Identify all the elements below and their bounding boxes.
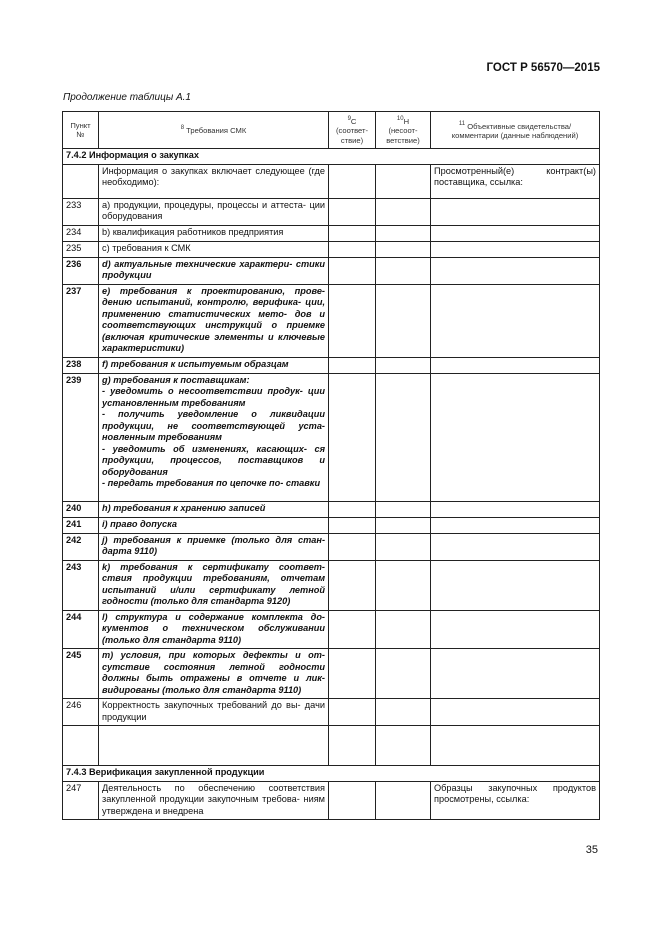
evidence-cell: Образцы закупочных продуктов просмотрены, ссылка: <box>431 781 600 820</box>
evidence-cell <box>431 373 600 501</box>
table-row <box>63 357 600 373</box>
evidence-cell <box>431 257 600 284</box>
clause-number: 239 <box>63 373 99 501</box>
conformity-cell <box>329 284 376 357</box>
nonconformity-cell <box>376 781 431 820</box>
requirement-text: h) требования к хранению записей <box>99 501 329 517</box>
evidence-cell <box>431 241 600 257</box>
table-row <box>63 284 600 357</box>
conformity-cell <box>329 241 376 257</box>
clause-number: 243 <box>63 560 99 610</box>
requirement-text: d) актуальные технические характери- стики продукции <box>99 257 329 284</box>
clause-number <box>63 726 99 766</box>
requirement-text: l) структура и содержание комплекта до- кументов о техническом обслуживании (только для стандарта 9110) <box>99 610 329 649</box>
table-row <box>63 501 600 517</box>
clause-number: 241 <box>63 517 99 533</box>
evidence-cell <box>431 699 600 726</box>
clause-number: 238 <box>63 357 99 373</box>
nonconformity-cell <box>376 501 431 517</box>
clause-number: 237 <box>63 284 99 357</box>
requirement-line: - уведомить об изменениях, касающих- ся продукции, процессов, поставщиков и оборудования <box>102 443 325 477</box>
evidence-cell <box>431 357 600 373</box>
evidence-cell <box>431 225 600 241</box>
clause-number: 233 <box>63 198 99 225</box>
clause-number: 245 <box>63 649 99 699</box>
requirement-line: - передать требования по цепочке по- ставки <box>102 478 321 488</box>
header-qms-requirements: $^8$ Требования СМК <box>99 112 329 149</box>
conformity-cell <box>329 164 376 198</box>
requirement-text: а) продукции, процедуры, процессы и аттеста- ции оборудования <box>99 198 329 225</box>
table-row <box>63 699 600 726</box>
table-row <box>63 781 600 820</box>
nonconformity-cell <box>376 610 431 649</box>
clause-number: 235 <box>63 241 99 257</box>
nonconformity-cell <box>376 373 431 501</box>
conformity-cell <box>329 357 376 373</box>
clause-number: 247 <box>63 781 99 820</box>
page-number: 35 <box>585 844 598 856</box>
requirement-line: - уведомить о несоответствии продук- ции установленным требованиям <box>102 386 325 408</box>
requirement-text: k) требования к сертификату соответ- ствия продукции требованиям, отчетам испытаний и/или сертификату летной годности (только для стандарта 9120) <box>99 560 329 610</box>
document-code: ГОСТ Р 56570—2015 <box>486 62 600 74</box>
table-row <box>63 610 600 649</box>
nonconformity-cell <box>376 257 431 284</box>
conformity-cell <box>329 560 376 610</box>
clause-number: 242 <box>63 533 99 560</box>
nonconformity-cell <box>376 357 431 373</box>
conformity-cell <box>329 225 376 241</box>
conformity-cell <box>329 781 376 820</box>
section-title: 7.4.2 Информация о закупках <box>63 149 600 165</box>
table-row <box>63 533 600 560</box>
evidence-cell <box>431 610 600 649</box>
requirement-text: m) условия, при которых дефекты и от- сутствие состояния летной годности должны быть отражены в отчете и лик- видированы (только для стандарта 9110) <box>99 649 329 699</box>
requirement-text: j) требования к приемке (только для стан- дарта 9110) <box>99 533 329 560</box>
requirement-text: b) квалификация работников предприятия <box>99 225 329 241</box>
evidence-cell: Просмотренный(е) контракт(ы) поставщика, ссылка: <box>431 164 600 198</box>
clause-number <box>63 164 99 198</box>
table-row <box>63 560 600 610</box>
conformity-cell <box>329 198 376 225</box>
nonconformity-cell <box>376 284 431 357</box>
table-row <box>63 198 600 225</box>
requirement-line: - получить уведомление о ликвидации продукции, не соответствующей уста- новленным требованиям <box>102 409 325 442</box>
requirement-text: f) требования к испытуемым образцам <box>99 357 329 373</box>
requirement-line: g) требования к поставщикам: <box>102 374 250 385</box>
conformity-cell <box>329 517 376 533</box>
nonconformity-cell <box>376 241 431 257</box>
evidence-cell <box>431 649 600 699</box>
nonconformity-cell <box>376 517 431 533</box>
conformity-cell <box>329 501 376 517</box>
header-conformity: $^9$С (соответ- ствие) <box>329 112 376 149</box>
header-clause-number: Пункт № <box>63 112 99 149</box>
evidence-cell <box>431 726 600 766</box>
table-row <box>63 649 600 699</box>
conformity-cell <box>329 373 376 501</box>
nonconformity-cell <box>376 164 431 198</box>
evidence-cell <box>431 517 600 533</box>
clause-number: 234 <box>63 225 99 241</box>
evidence-cell <box>431 284 600 357</box>
requirement-text: Корректность закупочных требований до вы- дачи продукции <box>99 699 329 726</box>
requirement-text <box>99 726 329 766</box>
evidence-cell <box>431 198 600 225</box>
nonconformity-cell <box>376 225 431 241</box>
table-row-empty <box>63 726 600 766</box>
nonconformity-cell <box>376 649 431 699</box>
requirement-text: Деятельность по обеспечению соответствия закупленной продукции закупочным требова- ниям утверждена и внедрена <box>99 781 329 820</box>
header-nonconformity: $^{10}$Н (несоот- ветствие) <box>376 112 431 149</box>
clause-number: 246 <box>63 699 99 726</box>
table-row <box>63 164 600 198</box>
requirement-text: i) право допуска <box>99 517 329 533</box>
requirement-text <box>99 373 329 501</box>
nonconformity-cell <box>376 560 431 610</box>
table-row <box>63 517 600 533</box>
nonconformity-cell <box>376 198 431 225</box>
conformity-cell <box>329 257 376 284</box>
header-evidence: $^{11}$ Объективные свидетельства/ комментарии (данные наблюдений) <box>431 112 600 149</box>
table-caption: Продолжение таблицы А.1 <box>63 92 191 103</box>
table-row <box>63 257 600 284</box>
clause-number: 244 <box>63 610 99 649</box>
table-row <box>63 373 600 501</box>
requirement-text: e) требования к проектированию, прове- дению испытаний, контролю, верифика- ции, применению статистических мето- дов и соответствующих инструкций о приемке (включая критические элементы и ключевые характеристики) <box>99 284 329 357</box>
requirements-table <box>62 111 600 820</box>
section-row-7-4-2 <box>63 149 600 165</box>
conformity-cell <box>329 649 376 699</box>
evidence-cell <box>431 501 600 517</box>
requirement-text: Информация о закупках включает следующее (где необходимо): <box>99 164 329 198</box>
requirement-text: c) требования к СМК <box>99 241 329 257</box>
table-header-row <box>63 112 600 149</box>
table-row <box>63 225 600 241</box>
table-row <box>63 241 600 257</box>
conformity-cell <box>329 726 376 766</box>
conformity-cell <box>329 610 376 649</box>
evidence-cell <box>431 533 600 560</box>
clause-number: 236 <box>63 257 99 284</box>
nonconformity-cell <box>376 533 431 560</box>
clause-number: 240 <box>63 501 99 517</box>
conformity-cell <box>329 699 376 726</box>
section-title: 7.4.3 Верификация закупленной продукции <box>63 766 600 782</box>
evidence-cell <box>431 560 600 610</box>
nonconformity-cell <box>376 726 431 766</box>
nonconformity-cell <box>376 699 431 726</box>
conformity-cell <box>329 533 376 560</box>
section-row-7-4-3 <box>63 766 600 782</box>
